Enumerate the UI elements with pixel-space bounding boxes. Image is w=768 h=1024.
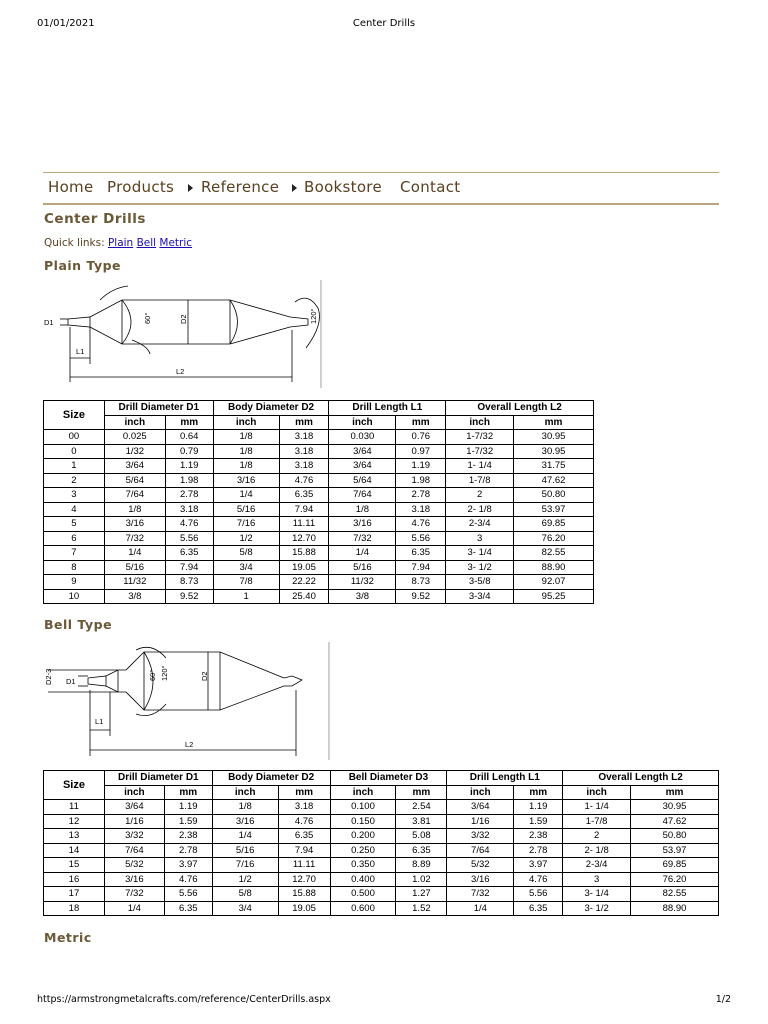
plain-group-header-0: Drill Diameter D1 bbox=[104, 401, 213, 416]
table-cell: 3.97 bbox=[164, 858, 212, 873]
size-cell: 6 bbox=[44, 531, 105, 546]
bell-unit-header: mm bbox=[631, 785, 719, 800]
table-cell: 3/8 bbox=[329, 589, 396, 604]
bell-unit-header: inch bbox=[330, 785, 396, 800]
table-cell: 3 bbox=[563, 872, 631, 887]
table-cell: 82.55 bbox=[631, 887, 719, 902]
quick-links-label: Quick links: bbox=[44, 237, 105, 249]
table-cell: 6.35 bbox=[514, 901, 563, 916]
table-cell: 7.94 bbox=[278, 843, 330, 858]
table-cell: 3/16 bbox=[213, 473, 279, 488]
size-cell: 8 bbox=[44, 560, 105, 575]
table-cell: 6.35 bbox=[396, 546, 446, 561]
bell-group-header-2: Bell Diameter D3 bbox=[330, 771, 447, 786]
table-cell: 0.400 bbox=[330, 872, 396, 887]
table-cell: 22.22 bbox=[279, 575, 329, 590]
table-cell: 12.70 bbox=[278, 872, 330, 887]
table-cell: 1.19 bbox=[165, 459, 213, 474]
table-cell: 2.38 bbox=[514, 829, 563, 844]
table-cell: 5.08 bbox=[396, 829, 447, 844]
table-cell: 1/4 bbox=[104, 901, 164, 916]
table-cell: 1/8 bbox=[329, 502, 396, 517]
plain-l2-label: L2 bbox=[176, 367, 185, 376]
size-cell: 15 bbox=[44, 858, 105, 873]
table-row bbox=[44, 560, 594, 575]
plain-l1-label: L1 bbox=[76, 347, 85, 356]
table-cell: 1/8 bbox=[213, 459, 279, 474]
table-cell: 3.18 bbox=[279, 430, 329, 445]
plain-d1-label: D1 bbox=[44, 318, 54, 327]
table-cell: 7.94 bbox=[279, 502, 329, 517]
plain-angle-120-label: 120° bbox=[309, 308, 318, 324]
table-cell: 7/16 bbox=[212, 858, 278, 873]
table-cell: 1/4 bbox=[447, 901, 514, 916]
table-cell: 30.95 bbox=[514, 430, 594, 445]
table-cell: 11/32 bbox=[329, 575, 396, 590]
metric-heading: Metric bbox=[44, 930, 92, 945]
table-cell: 1.02 bbox=[396, 872, 447, 887]
table-cell: 1/4 bbox=[329, 546, 396, 561]
table-cell: 1.19 bbox=[164, 800, 212, 815]
table-cell: 3-3/4 bbox=[446, 589, 514, 604]
table-cell: 1.98 bbox=[165, 473, 213, 488]
table-row bbox=[44, 575, 594, 590]
table-cell: 1/4 bbox=[213, 488, 279, 503]
table-cell: 2 bbox=[563, 829, 631, 844]
table-cell: 5.56 bbox=[164, 887, 212, 902]
table-cell: 8.73 bbox=[396, 575, 446, 590]
size-cell: 00 bbox=[44, 430, 105, 445]
table-row bbox=[44, 843, 719, 858]
plain-drill-diagram bbox=[40, 280, 330, 390]
table-cell: 47.62 bbox=[631, 814, 719, 829]
table-cell: 5/16 bbox=[212, 843, 278, 858]
table-cell: 2-3/4 bbox=[563, 858, 631, 873]
nav-home[interactable]: Home bbox=[48, 178, 94, 196]
quick-link-metric[interactable]: Metric bbox=[159, 237, 193, 249]
table-cell: 7/32 bbox=[329, 531, 396, 546]
print-url: https://armstrongmetalcrafts.com/reference/CenterDrills.aspx bbox=[37, 994, 331, 1005]
plain-unit-header: mm bbox=[279, 415, 329, 430]
table-cell: 0.350 bbox=[330, 858, 396, 873]
table-cell: 1/16 bbox=[104, 814, 164, 829]
table-cell: 7/32 bbox=[447, 887, 514, 902]
table-cell: 11/32 bbox=[104, 575, 165, 590]
table-cell: 2-3/4 bbox=[446, 517, 514, 532]
table-cell: 1.59 bbox=[164, 814, 212, 829]
table-cell: 7/64 bbox=[447, 843, 514, 858]
bell-unit-header: inch bbox=[212, 785, 278, 800]
table-cell: 0.025 bbox=[104, 430, 165, 445]
table-cell: 3/16 bbox=[104, 872, 164, 887]
table-cell: 3/8 bbox=[104, 589, 165, 604]
table-row bbox=[44, 800, 719, 815]
table-cell: 5/32 bbox=[447, 858, 514, 873]
table-cell: 3/32 bbox=[447, 829, 514, 844]
table-cell: 12.70 bbox=[279, 531, 329, 546]
table-cell: 6.35 bbox=[278, 829, 330, 844]
table-cell: 4.76 bbox=[514, 872, 563, 887]
table-cell: 88.90 bbox=[631, 901, 719, 916]
table-cell: 6.35 bbox=[279, 488, 329, 503]
table-cell: 31.75 bbox=[514, 459, 594, 474]
size-cell: 4 bbox=[44, 502, 105, 517]
table-cell: 5/32 bbox=[104, 858, 164, 873]
table-row bbox=[44, 858, 719, 873]
table-cell: 1.27 bbox=[396, 887, 447, 902]
table-cell: 3.18 bbox=[165, 502, 213, 517]
table-cell: 5.56 bbox=[514, 887, 563, 902]
table-cell: 3/64 bbox=[447, 800, 514, 815]
plain-unit-header: mm bbox=[165, 415, 213, 430]
table-row bbox=[44, 887, 719, 902]
table-cell: 7.94 bbox=[396, 560, 446, 575]
size-cell: 1 bbox=[44, 459, 105, 474]
table-cell: 76.20 bbox=[514, 531, 594, 546]
bell-unit-header: inch bbox=[563, 785, 631, 800]
bell-d3-label: D2-3 bbox=[44, 668, 53, 685]
table-cell: 1/4 bbox=[212, 829, 278, 844]
bell-drill-diagram bbox=[40, 640, 332, 762]
table-cell: 7/16 bbox=[213, 517, 279, 532]
plain-type-table bbox=[43, 400, 594, 604]
size-cell: 9 bbox=[44, 575, 105, 590]
table-cell: 50.80 bbox=[631, 829, 719, 844]
table-cell: 30.95 bbox=[514, 444, 594, 459]
main-nav bbox=[43, 172, 719, 205]
bell-group-header-0: Drill Diameter D1 bbox=[104, 771, 212, 786]
table-row bbox=[44, 444, 594, 459]
table-row bbox=[44, 814, 719, 829]
plain-group-header-1: Body Diameter D2 bbox=[213, 401, 329, 416]
table-cell: 3.18 bbox=[279, 459, 329, 474]
table-cell: 3.97 bbox=[514, 858, 563, 873]
bell-group-header-4: Overall Length L2 bbox=[563, 771, 719, 786]
table-cell: 3.81 bbox=[396, 814, 447, 829]
table-cell: 0.250 bbox=[330, 843, 396, 858]
table-row bbox=[44, 531, 594, 546]
table-cell: 2.54 bbox=[396, 800, 447, 815]
table-row bbox=[44, 901, 719, 916]
bell-d1-label: D1 bbox=[66, 677, 76, 686]
table-cell: 47.62 bbox=[514, 473, 594, 488]
table-cell: 53.97 bbox=[514, 502, 594, 517]
table-cell: 3/64 bbox=[104, 459, 165, 474]
table-row bbox=[44, 546, 594, 561]
table-cell: 7/32 bbox=[104, 531, 165, 546]
table-cell: 3/4 bbox=[212, 901, 278, 916]
table-cell: 95.25 bbox=[514, 589, 594, 604]
table-cell: 3.18 bbox=[279, 444, 329, 459]
nav-bookstore-arrow-icon bbox=[292, 184, 297, 192]
table-cell: 25.40 bbox=[279, 589, 329, 604]
table-cell: 1- 1/4 bbox=[446, 459, 514, 474]
table-cell: 3/16 bbox=[329, 517, 396, 532]
table-cell: 3/16 bbox=[447, 872, 514, 887]
table-cell: 7/32 bbox=[104, 887, 164, 902]
table-cell: 3/32 bbox=[104, 829, 164, 844]
table-cell: 3- 1/4 bbox=[446, 546, 514, 561]
table-cell: 9.52 bbox=[396, 589, 446, 604]
bell-d2-label: D2 bbox=[200, 671, 209, 681]
table-row bbox=[44, 589, 594, 604]
size-cell: 12 bbox=[44, 814, 105, 829]
table-row bbox=[44, 488, 594, 503]
table-cell: 3.18 bbox=[278, 800, 330, 815]
table-cell: 2.38 bbox=[164, 829, 212, 844]
table-cell: 30.95 bbox=[631, 800, 719, 815]
size-cell: 17 bbox=[44, 887, 105, 902]
print-date: 01/01/2021 bbox=[37, 18, 95, 29]
table-row bbox=[44, 872, 719, 887]
quick-link-plain[interactable]: Plain bbox=[107, 237, 134, 249]
table-cell: 4.76 bbox=[164, 872, 212, 887]
table-cell: 1/2 bbox=[213, 531, 279, 546]
table-cell: 8.89 bbox=[396, 858, 447, 873]
nav-products[interactable]: Products bbox=[107, 178, 175, 196]
table-cell: 3/4 bbox=[213, 560, 279, 575]
table-cell: 9.52 bbox=[165, 589, 213, 604]
table-cell: 6.35 bbox=[396, 843, 447, 858]
plain-type-heading: Plain Type bbox=[44, 258, 122, 273]
table-cell: 69.85 bbox=[631, 858, 719, 873]
table-cell: 0.97 bbox=[396, 444, 446, 459]
bell-group-header-1: Body Diameter D2 bbox=[212, 771, 330, 786]
size-cell: 3 bbox=[44, 488, 105, 503]
table-cell: 3 bbox=[446, 531, 514, 546]
table-cell: 11.11 bbox=[278, 858, 330, 873]
table-row bbox=[44, 459, 594, 474]
print-page-number: 1/2 bbox=[715, 994, 731, 1005]
size-cell: 14 bbox=[44, 843, 105, 858]
table-cell: 4.76 bbox=[279, 473, 329, 488]
print-header bbox=[37, 18, 731, 32]
plain-angle-60-label: 60° bbox=[143, 312, 152, 324]
table-cell: 19.05 bbox=[279, 560, 329, 575]
table-cell: 1/4 bbox=[104, 546, 165, 561]
table-cell: 1.19 bbox=[396, 459, 446, 474]
table-cell: 82.55 bbox=[514, 546, 594, 561]
bell-size-header: Size bbox=[44, 771, 105, 800]
table-row bbox=[44, 829, 719, 844]
nav-reference-arrow-icon bbox=[188, 184, 193, 192]
table-cell: 1/8 bbox=[213, 444, 279, 459]
plain-group-header-3: Overall Length L2 bbox=[446, 401, 594, 416]
table-cell: 2 bbox=[446, 488, 514, 503]
table-cell: 1/8 bbox=[104, 502, 165, 517]
quick-links bbox=[44, 237, 192, 249]
size-cell: 11 bbox=[44, 800, 105, 815]
table-cell: 5/8 bbox=[213, 546, 279, 561]
table-cell: 0.030 bbox=[329, 430, 396, 445]
table-cell: 7/64 bbox=[104, 488, 165, 503]
table-cell: 0.500 bbox=[330, 887, 396, 902]
table-cell: 1.98 bbox=[396, 473, 446, 488]
table-cell: 2.78 bbox=[165, 488, 213, 503]
size-cell: 0 bbox=[44, 444, 105, 459]
print-footer bbox=[37, 994, 731, 1008]
table-cell: 7/64 bbox=[329, 488, 396, 503]
table-cell: 0.150 bbox=[330, 814, 396, 829]
table-cell: 6.35 bbox=[164, 901, 212, 916]
table-cell: 7/8 bbox=[213, 575, 279, 590]
table-cell: 92.07 bbox=[514, 575, 594, 590]
table-cell: 50.80 bbox=[514, 488, 594, 503]
table-cell: 1/8 bbox=[213, 430, 279, 445]
table-cell: 88.90 bbox=[514, 560, 594, 575]
bell-unit-header: mm bbox=[278, 785, 330, 800]
table-cell: 2.78 bbox=[514, 843, 563, 858]
bell-angle-60-label: 60° bbox=[148, 669, 157, 681]
table-cell: 11.11 bbox=[279, 517, 329, 532]
table-cell: 3/64 bbox=[329, 459, 396, 474]
size-cell: 18 bbox=[44, 901, 105, 916]
size-cell: 10 bbox=[44, 589, 105, 604]
table-cell: 4.76 bbox=[278, 814, 330, 829]
plain-unit-header: inch bbox=[104, 415, 165, 430]
page-title: Center Drills bbox=[44, 211, 146, 227]
table-cell: 1/2 bbox=[212, 872, 278, 887]
table-cell: 0.76 bbox=[396, 430, 446, 445]
table-cell: 2.78 bbox=[396, 488, 446, 503]
table-cell: 3/16 bbox=[212, 814, 278, 829]
table-cell: 5/16 bbox=[104, 560, 165, 575]
table-cell: 6.35 bbox=[165, 546, 213, 561]
table-cell: 0.200 bbox=[330, 829, 396, 844]
table-cell: 15.88 bbox=[279, 546, 329, 561]
size-cell: 5 bbox=[44, 517, 105, 532]
bell-l2-label: L2 bbox=[185, 740, 194, 749]
table-cell: 3.18 bbox=[396, 502, 446, 517]
table-cell: 53.97 bbox=[631, 843, 719, 858]
table-cell: 1- 1/4 bbox=[563, 800, 631, 815]
bell-unit-header: inch bbox=[104, 785, 164, 800]
plain-unit-header: inch bbox=[446, 415, 514, 430]
table-cell: 3-5/8 bbox=[446, 575, 514, 590]
table-row bbox=[44, 430, 594, 445]
table-cell: 3- 1/2 bbox=[446, 560, 514, 575]
nav-contact[interactable]: Contact bbox=[400, 178, 461, 196]
table-cell: 3/64 bbox=[104, 800, 164, 815]
table-row bbox=[44, 502, 594, 517]
table-cell: 1-7/32 bbox=[446, 430, 514, 445]
plain-size-header: Size bbox=[44, 401, 105, 430]
table-cell: 1.59 bbox=[514, 814, 563, 829]
quick-link-bell[interactable]: Bell bbox=[136, 237, 157, 249]
plain-unit-header: mm bbox=[396, 415, 446, 430]
bell-unit-header: mm bbox=[514, 785, 563, 800]
size-cell: 2 bbox=[44, 473, 105, 488]
table-cell: 76.20 bbox=[631, 872, 719, 887]
size-cell: 7 bbox=[44, 546, 105, 561]
table-cell: 5/64 bbox=[329, 473, 396, 488]
bell-angle-120-label: 120° bbox=[160, 665, 169, 681]
bell-l1-label: L1 bbox=[95, 717, 104, 726]
table-cell: 0.64 bbox=[165, 430, 213, 445]
table-cell: 5/8 bbox=[212, 887, 278, 902]
plain-d2-label: D2 bbox=[179, 314, 188, 324]
table-cell: 1-7/32 bbox=[446, 444, 514, 459]
table-cell: 3/64 bbox=[329, 444, 396, 459]
table-cell: 3- 1/2 bbox=[563, 901, 631, 916]
nav-reference[interactable]: Reference bbox=[201, 178, 280, 196]
plain-unit-header: inch bbox=[329, 415, 396, 430]
table-cell: 2- 1/8 bbox=[446, 502, 514, 517]
table-cell: 1/32 bbox=[104, 444, 165, 459]
table-cell: 2.78 bbox=[164, 843, 212, 858]
bell-type-heading: Bell Type bbox=[44, 617, 113, 632]
table-cell: 2- 1/8 bbox=[563, 843, 631, 858]
table-cell: 7/64 bbox=[104, 843, 164, 858]
table-cell: 8.73 bbox=[165, 575, 213, 590]
table-row bbox=[44, 517, 594, 532]
table-cell: 1 bbox=[213, 589, 279, 604]
bell-type-table bbox=[43, 770, 719, 916]
table-cell: 5.56 bbox=[165, 531, 213, 546]
table-row bbox=[44, 473, 594, 488]
table-cell: 15.88 bbox=[278, 887, 330, 902]
table-cell: 3/16 bbox=[104, 517, 165, 532]
table-cell: 1.52 bbox=[396, 901, 447, 916]
table-cell: 1-7/8 bbox=[563, 814, 631, 829]
table-cell: 0.100 bbox=[330, 800, 396, 815]
size-cell: 13 bbox=[44, 829, 105, 844]
nav-bookstore[interactable]: Bookstore bbox=[304, 178, 382, 196]
table-cell: 3- 1/4 bbox=[563, 887, 631, 902]
table-cell: 5/16 bbox=[213, 502, 279, 517]
size-cell: 16 bbox=[44, 872, 105, 887]
table-cell: 69.85 bbox=[514, 517, 594, 532]
bell-group-header-3: Drill Length L1 bbox=[447, 771, 563, 786]
plain-group-header-2: Drill Length L1 bbox=[329, 401, 446, 416]
table-cell: 1/8 bbox=[212, 800, 278, 815]
table-cell: 1-7/8 bbox=[446, 473, 514, 488]
table-cell: 5/64 bbox=[104, 473, 165, 488]
table-cell: 19.05 bbox=[278, 901, 330, 916]
bell-unit-header: mm bbox=[164, 785, 212, 800]
print-title: Center Drills bbox=[352, 18, 416, 29]
plain-unit-header: inch bbox=[213, 415, 279, 430]
table-cell: 4.76 bbox=[165, 517, 213, 532]
bell-unit-header: inch bbox=[447, 785, 514, 800]
table-cell: 1/16 bbox=[447, 814, 514, 829]
plain-unit-header: mm bbox=[514, 415, 594, 430]
table-cell: 0.79 bbox=[165, 444, 213, 459]
table-cell: 5/16 bbox=[329, 560, 396, 575]
bell-unit-header: mm bbox=[396, 785, 447, 800]
table-cell: 5.56 bbox=[396, 531, 446, 546]
table-cell: 0.600 bbox=[330, 901, 396, 916]
table-cell: 1.19 bbox=[514, 800, 563, 815]
table-cell: 4.76 bbox=[396, 517, 446, 532]
table-cell: 7.94 bbox=[165, 560, 213, 575]
